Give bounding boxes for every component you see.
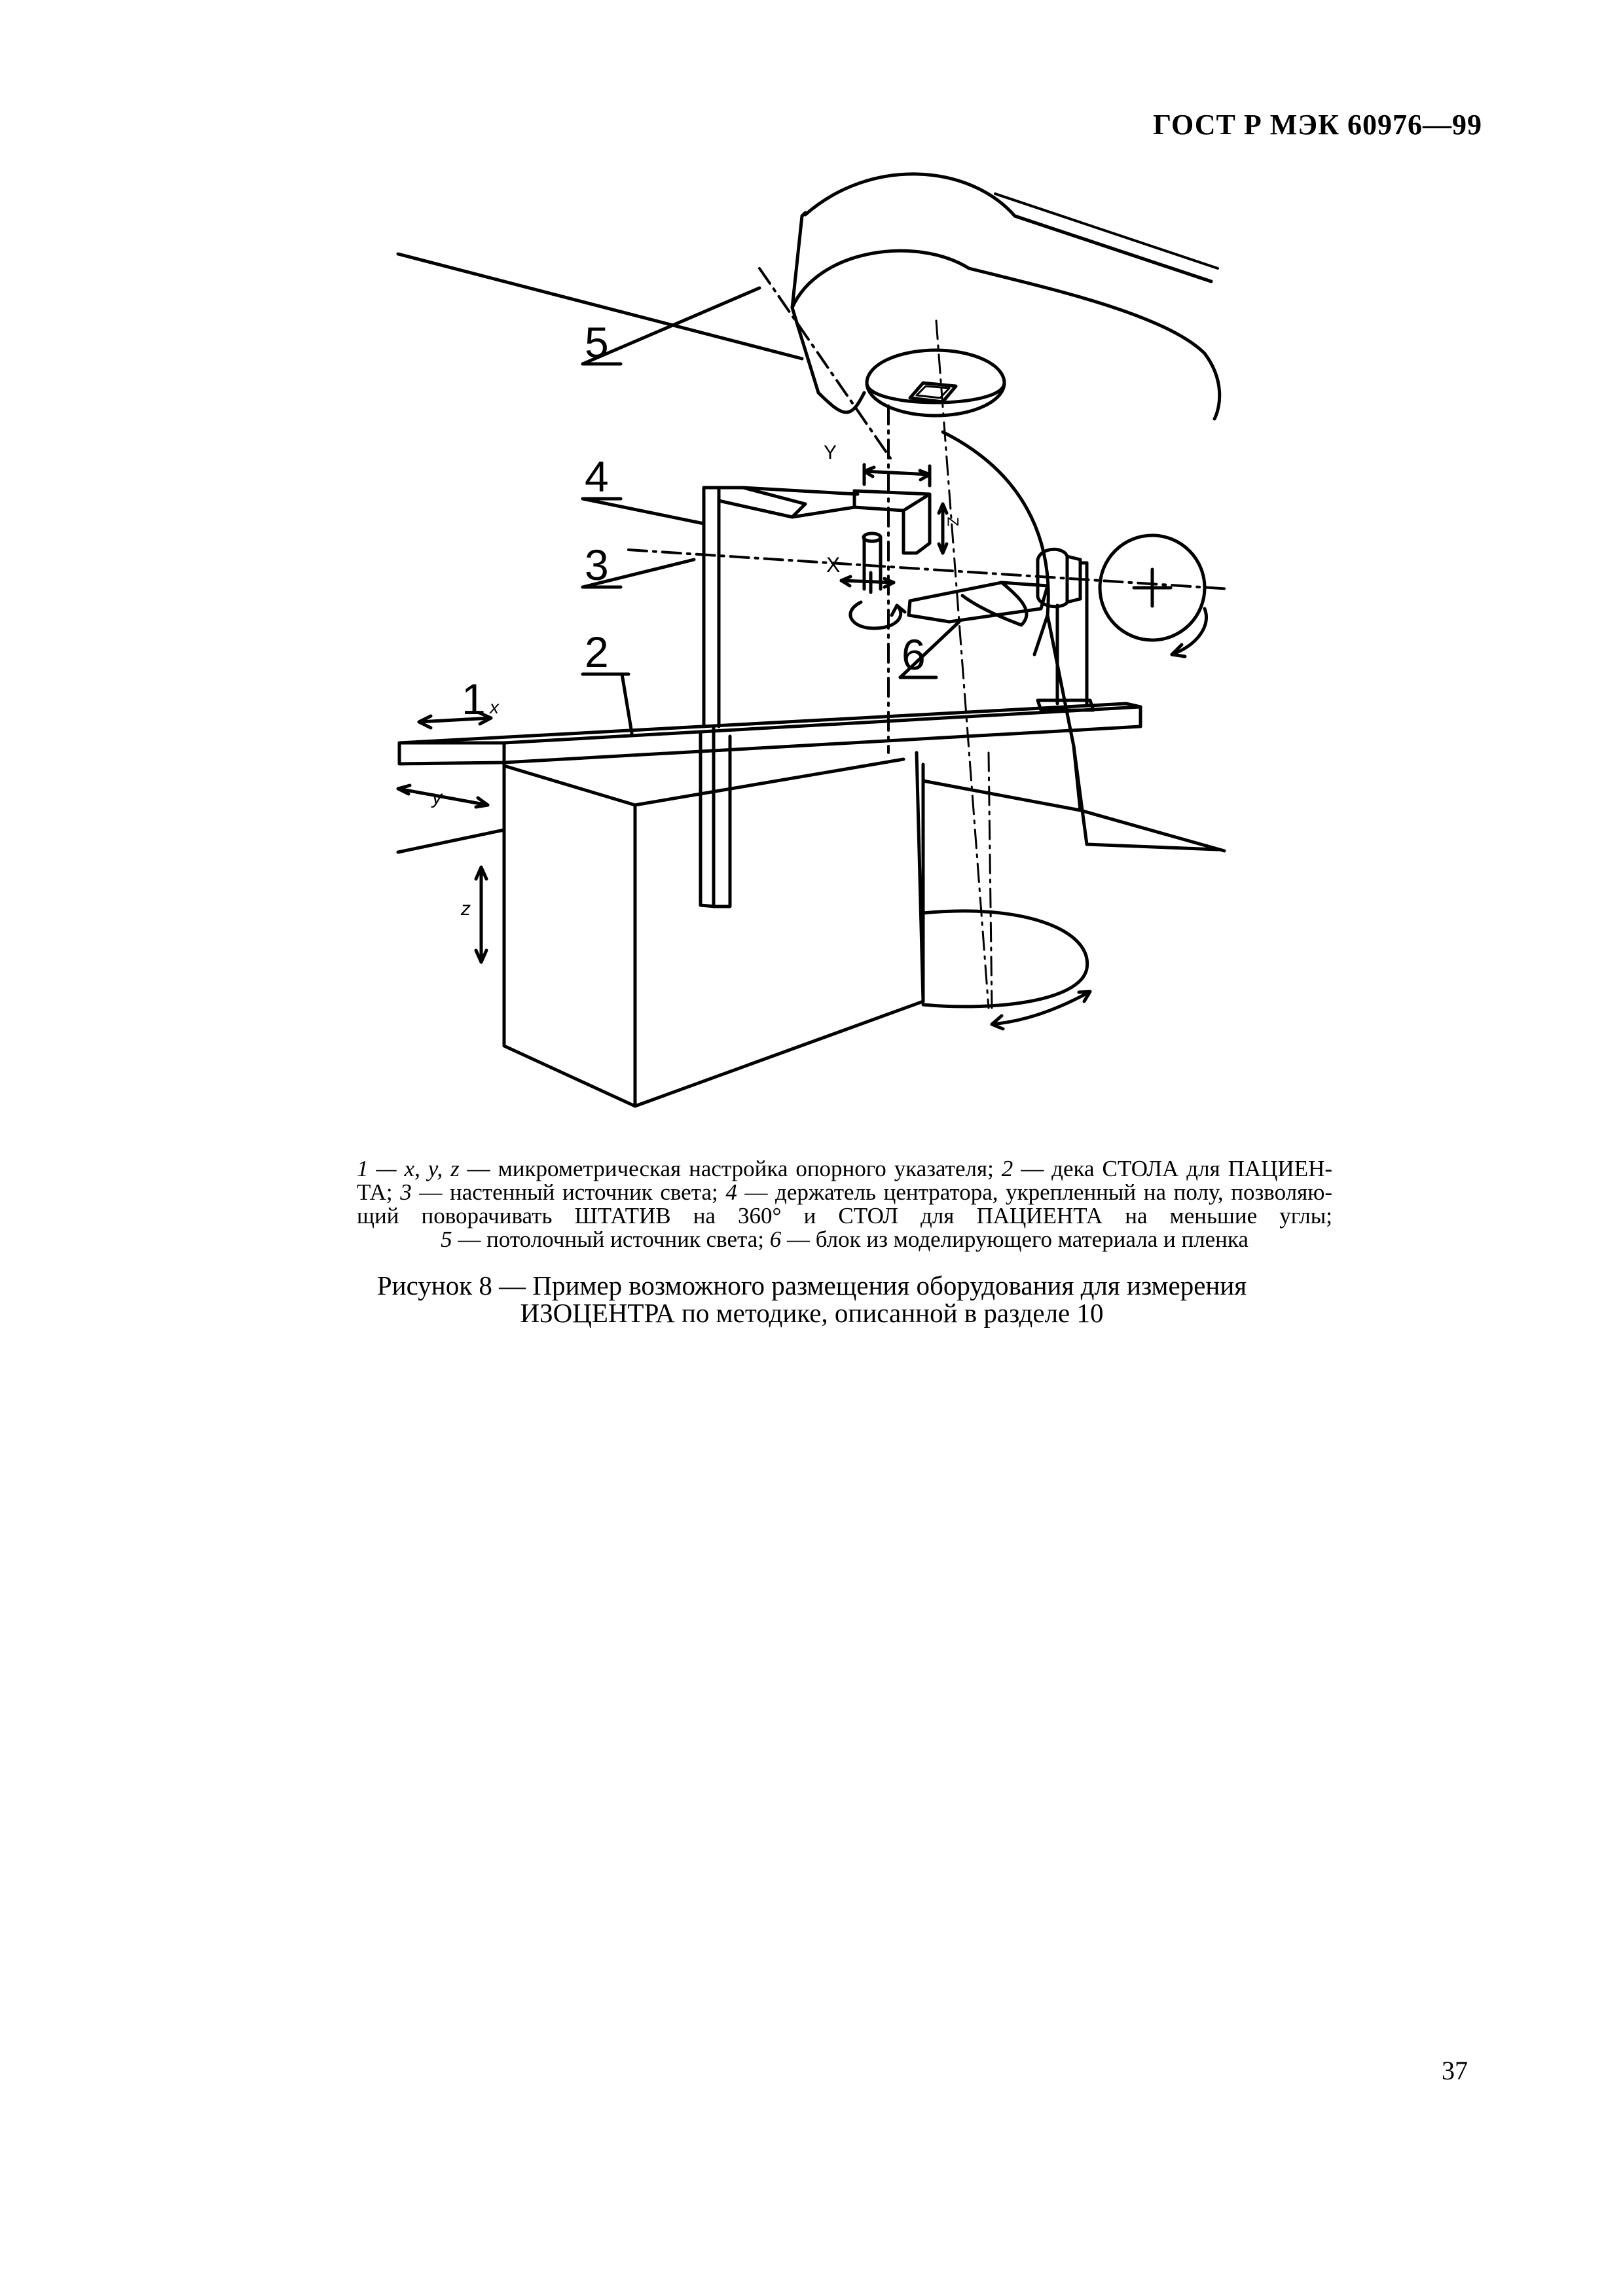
figure-title xyxy=(262,1272,1362,1327)
floor-line-right xyxy=(923,781,1080,810)
wall-light-source xyxy=(1100,535,1207,656)
dim-X-label: X xyxy=(826,553,841,577)
document-code-header: ГОСТ Р МЭК 60976—99 xyxy=(1153,109,1482,141)
holder-4 xyxy=(701,465,947,906)
callout-2: 2 xyxy=(585,628,609,676)
gantry xyxy=(792,174,1224,851)
callout-6: 6 xyxy=(902,630,926,679)
ceiling-beam xyxy=(759,268,890,458)
figure-title-line-1: Рисунок 8 — Пример возможного размещения оборудования для измерения xyxy=(376,1270,1247,1300)
leader-5 xyxy=(583,288,759,364)
floor-axis xyxy=(989,753,992,1008)
beam-axis-gantry xyxy=(936,321,989,1008)
table-deck-2 xyxy=(398,704,1140,1106)
floor-turntable xyxy=(923,911,1090,1029)
leader-4 xyxy=(583,499,704,524)
equipment-diagram xyxy=(0,0,1623,1126)
callout-1-axis: x xyxy=(490,697,499,717)
legend-line-3: щий поворачивать ШТАТИВ на 360° и СТОЛ для ПАЦИЕНТА на меньшие углы; xyxy=(357,1203,1332,1229)
figure-legend xyxy=(357,1157,1332,1251)
dim-Y-label: Y xyxy=(824,442,837,463)
dim-Z-label: Z xyxy=(943,516,962,527)
block-6 xyxy=(909,583,1048,625)
legend-line-4: 5 — потолочный источник света; 6 — блок из моделирующего материала и пленка xyxy=(441,1227,1249,1252)
axis-y-label: y xyxy=(432,787,442,808)
callout-3: 3 xyxy=(585,541,609,589)
figure-title-line-2: ИЗОЦЕНТРА по методике, описанной в разделе 10 xyxy=(520,1298,1104,1328)
callout-5: 5 xyxy=(585,318,609,367)
legend-line-2: ТА; 3 — настенный источник света; 4 — держатель центратора, укрепленный на полу, позволяю- xyxy=(357,1179,1332,1205)
floor-line-left xyxy=(398,830,504,852)
legend-line-1: 1 — x, y, z — микрометрическая настройка опорного указателя; 2 — дека СТОЛА для ПАЦИЕН- xyxy=(357,1156,1332,1181)
axis-z-label: z xyxy=(461,898,471,920)
callout-4: 4 xyxy=(585,452,609,501)
page-number: 37 xyxy=(1442,2056,1468,2085)
callout-1: 1 xyxy=(462,675,486,723)
